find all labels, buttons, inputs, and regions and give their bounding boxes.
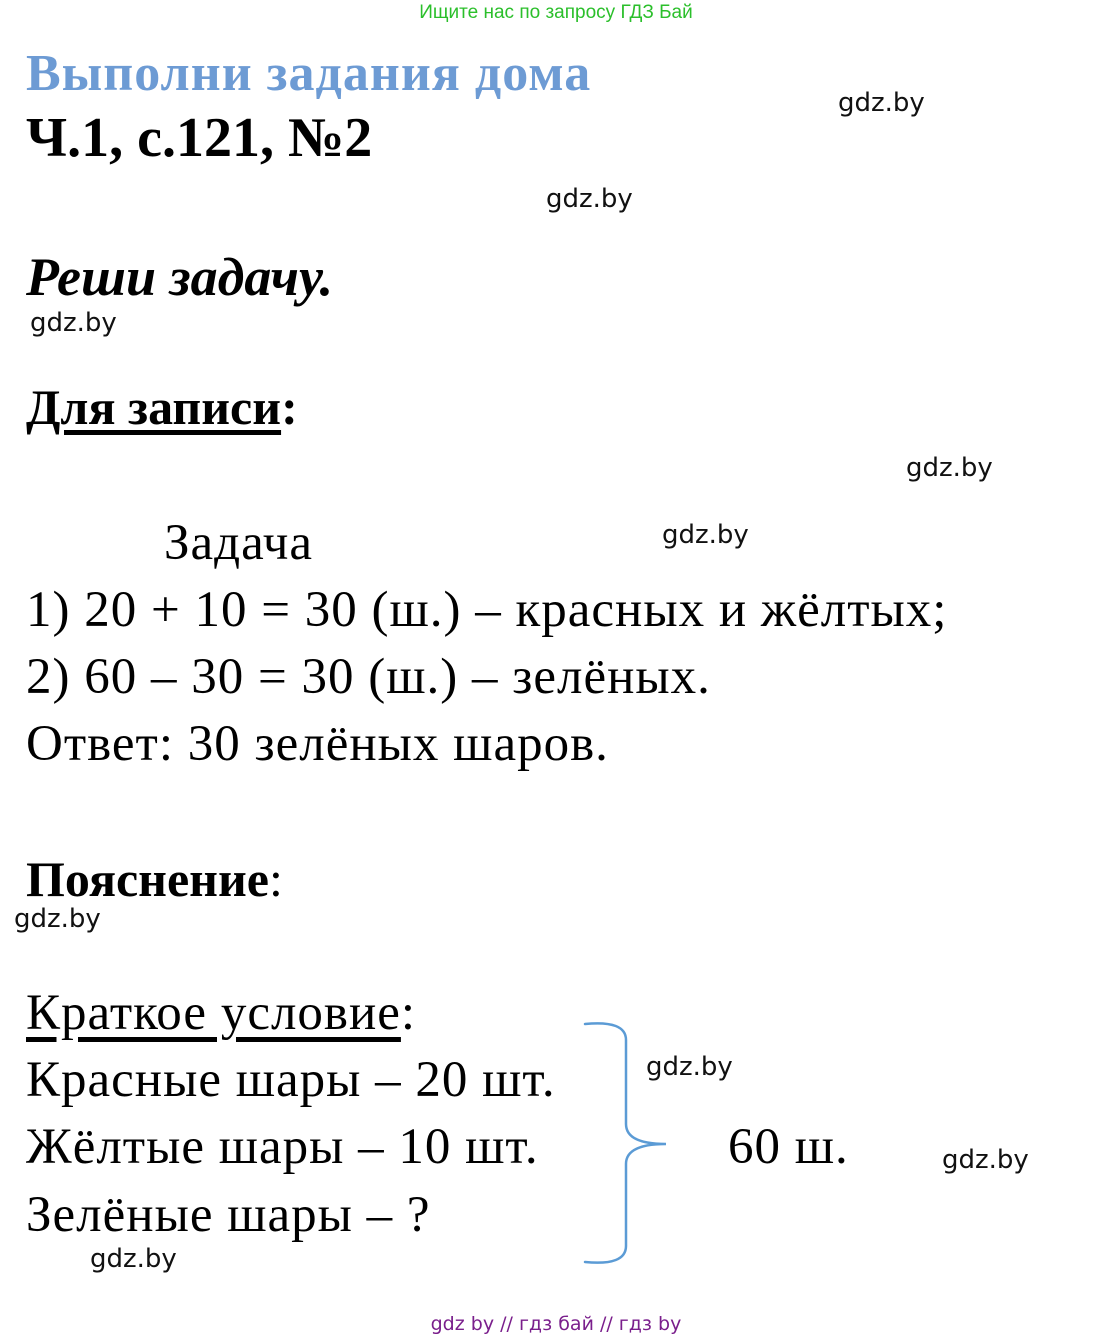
watermark: gdz.by — [838, 88, 925, 118]
condition-green-balls: Зелёные шары – ? — [26, 1187, 431, 1243]
condition-heading-label: Краткое условие — [26, 985, 401, 1041]
record-heading — [26, 378, 298, 436]
watermark: gdz.by — [14, 904, 101, 934]
record-heading-label: Для записи — [26, 379, 282, 435]
condition-heading-colon: : — [400, 985, 417, 1041]
watermark: gdz.by — [546, 184, 633, 214]
record-heading-colon: : — [281, 379, 298, 435]
solution-step-1: 1) 20 + 10 = 30 (ш.) – красных и жёлтых; — [26, 582, 948, 638]
watermark: gdz.by — [90, 1244, 177, 1274]
top-banner: Ищите нас по запросу ГДЗ Бай — [419, 2, 693, 23]
condition-red-balls: Красные шары – 20 шт. — [26, 1052, 556, 1108]
watermark: gdz.by — [662, 520, 749, 550]
task-heading: Реши задачу. — [26, 247, 334, 307]
solution-step-2: 2) 60 – 30 = 30 (ш.) – зелёных. — [26, 649, 711, 705]
watermark: gdz.by — [942, 1145, 1029, 1175]
watermark: gdz.by — [646, 1052, 733, 1082]
explanation-heading-colon: : — [269, 851, 283, 907]
solution-answer: Ответ: 30 зелёных шаров. — [26, 716, 609, 772]
solution-title: Задача — [164, 515, 314, 571]
condition-heading — [26, 984, 416, 1042]
watermark: gdz.by — [906, 453, 993, 483]
page-title: Выполни задания дома — [26, 45, 592, 102]
exercise-reference: Ч.1, с.121, №2 — [26, 107, 373, 169]
condition-total: 60 ш. — [728, 1119, 849, 1175]
watermark: gdz.by — [30, 308, 117, 338]
footer-watermark: gdz by // гдз бай // гдз by — [430, 1313, 682, 1335]
explanation-heading-label: Пояснение — [26, 851, 269, 907]
condition-yellow-balls: Жёлтые шары – 10 шт. — [26, 1119, 539, 1175]
explanation-heading — [26, 850, 283, 908]
